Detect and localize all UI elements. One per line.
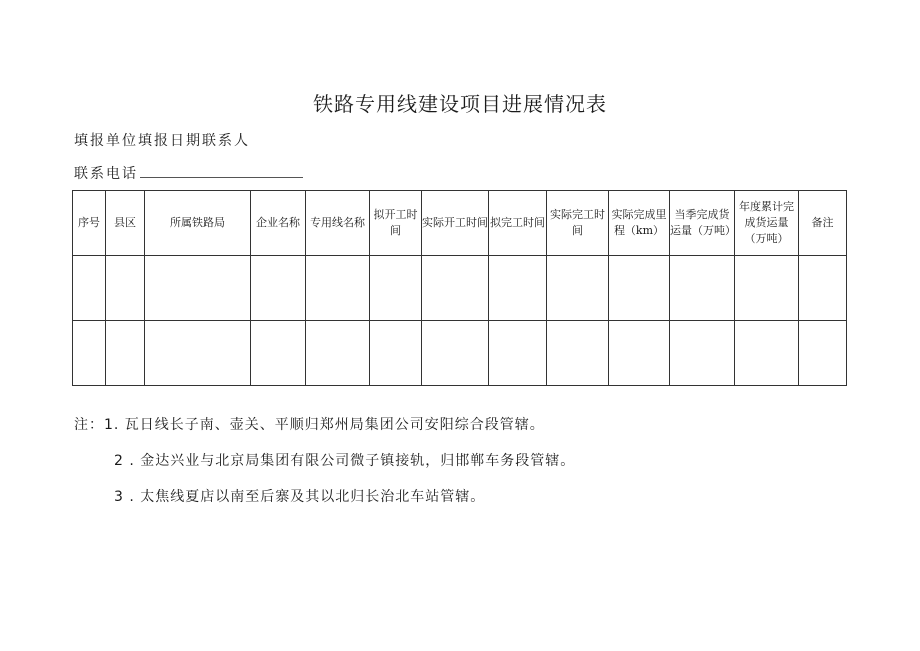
table-cell[interactable] xyxy=(306,256,370,321)
col-header-mileage: 实际完成里程（km） xyxy=(609,191,670,256)
table-cell[interactable] xyxy=(670,256,735,321)
table-cell[interactable] xyxy=(422,256,489,321)
table-cell[interactable] xyxy=(251,321,306,386)
col-header-planned-start: 拟开工时间 xyxy=(370,191,422,256)
table-cell[interactable] xyxy=(73,321,106,386)
page-title: 铁路专用线建设项目进展情况表 xyxy=(313,92,607,116)
col-header-remarks: 备注 xyxy=(799,191,847,256)
table-cell[interactable] xyxy=(735,321,799,386)
table-cell[interactable] xyxy=(370,321,422,386)
col-header-actual-start: 实际开工时间 xyxy=(422,191,489,256)
note-item-1: 注：1. 瓦日线长子南、壶关、平顺归郑州局集团公司安阳综合段管辖。 xyxy=(74,417,545,433)
progress-table xyxy=(72,190,847,386)
table-cell[interactable] xyxy=(422,321,489,386)
table-cell[interactable] xyxy=(609,321,670,386)
table-cell[interactable] xyxy=(735,256,799,321)
col-header-line-name: 专用线名称 xyxy=(306,191,370,256)
col-header-county: 县区 xyxy=(106,191,145,256)
table-cell[interactable] xyxy=(609,256,670,321)
col-header-annual-freight: 年度累计完成货运量（万吨） xyxy=(735,191,799,256)
table-cell[interactable] xyxy=(489,256,547,321)
col-header-company: 企业名称 xyxy=(251,191,306,256)
table-header-row xyxy=(73,191,847,256)
table-cell[interactable] xyxy=(73,256,106,321)
table-cell[interactable] xyxy=(370,256,422,321)
phone-blank-field xyxy=(140,163,303,178)
note-item-2: 2 . 金达兴业与北京局集团有限公司微子镇接轨，归邯郸车务段管辖。 xyxy=(114,453,576,469)
table-cell[interactable] xyxy=(145,321,251,386)
col-header-quarter-freight: 当季完成货运量（万吨） xyxy=(670,191,735,256)
table-row xyxy=(73,256,847,321)
table-cell[interactable] xyxy=(799,321,847,386)
table-cell[interactable] xyxy=(145,256,251,321)
table-cell[interactable] xyxy=(547,256,609,321)
form-header-line: 填报单位填报日期联系人 xyxy=(74,133,250,149)
phone-line xyxy=(74,163,303,183)
table-cell[interactable] xyxy=(251,256,306,321)
col-header-planned-finish: 拟完工时间 xyxy=(489,191,547,256)
table-cell[interactable] xyxy=(489,321,547,386)
table-row xyxy=(73,321,847,386)
table-cell[interactable] xyxy=(670,321,735,386)
table-cell[interactable] xyxy=(106,256,145,321)
note-item-3: 3 . 太焦线夏店以南至后寨及其以北归长治北车站管辖。 xyxy=(114,489,486,505)
table-cell[interactable] xyxy=(547,321,609,386)
col-header-actual-finish: 实际完工时间 xyxy=(547,191,609,256)
table-cell[interactable] xyxy=(799,256,847,321)
table-cell[interactable] xyxy=(306,321,370,386)
phone-label: 联系电话 xyxy=(74,166,138,182)
col-header-railway-bureau: 所属铁路局 xyxy=(145,191,251,256)
col-header-index: 序号 xyxy=(73,191,106,256)
table-cell[interactable] xyxy=(106,321,145,386)
